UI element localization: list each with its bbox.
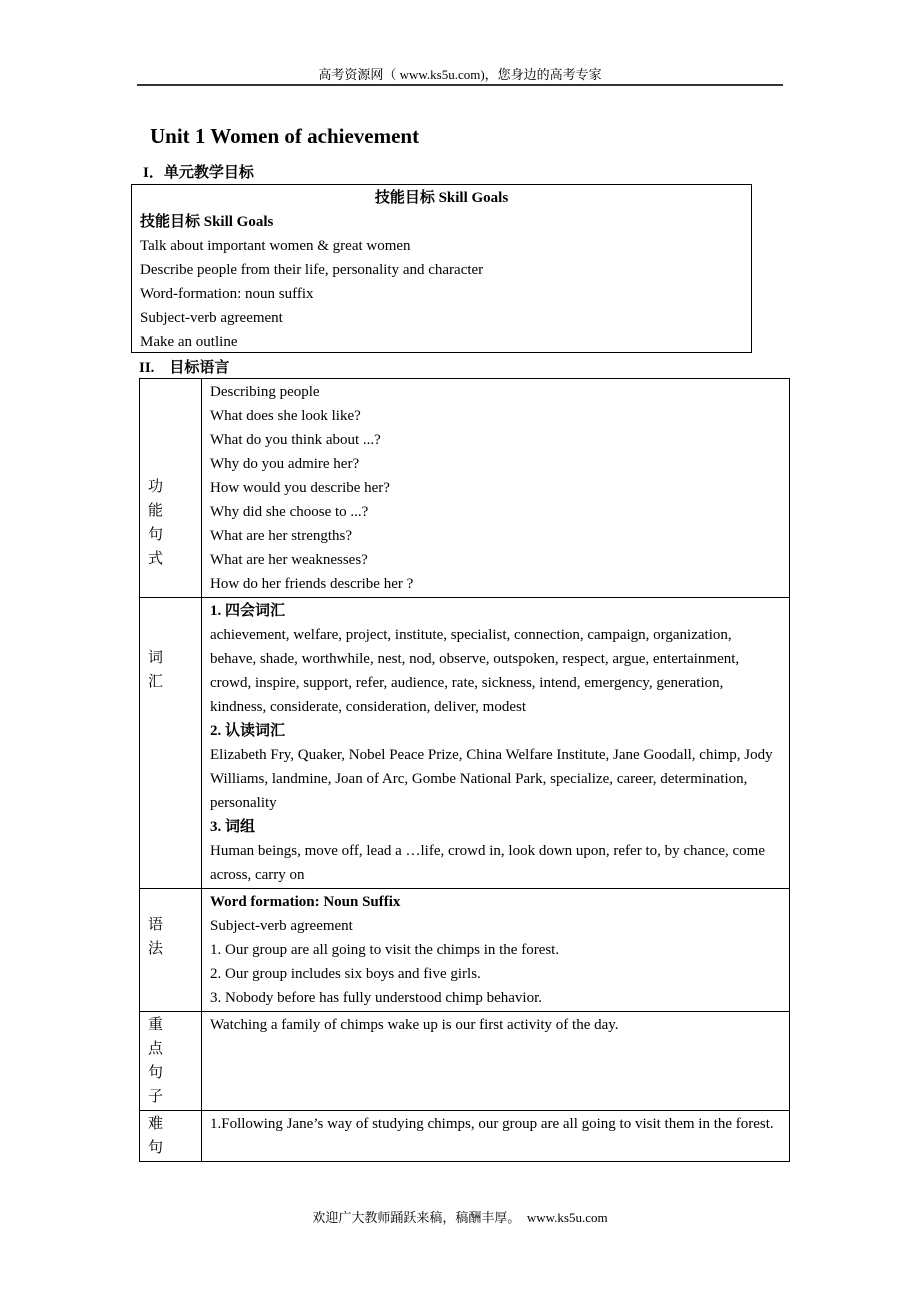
label-char: 句	[148, 1140, 164, 1156]
vocab-list: Human beings, move off, lead a …life, crowd in, look down upon, refer to, by chance, come across, carry on	[210, 843, 765, 883]
label-char: 点	[148, 1041, 164, 1057]
row-label	[140, 379, 202, 598]
label-char: 法	[148, 941, 164, 957]
table-row	[140, 379, 790, 598]
label-char: 难	[148, 1116, 164, 1132]
line: 3. Nobody before has fully understood chimp behavior.	[210, 990, 543, 1006]
line: 1. Our group are all going to visit the chimps in the forest.	[210, 942, 560, 958]
page-header: 高考资源网（ www.ks5u.com)，您身边的高考专家	[318, 67, 602, 82]
line: What are her weaknesses?	[210, 552, 368, 568]
grammar-cell	[202, 889, 790, 1012]
line: 2. Our group includes six boys and five girls.	[210, 966, 481, 982]
line: How do her friends describe her ?	[210, 576, 414, 592]
line: Subject-verb agreement	[210, 918, 353, 934]
vocabulary-cell	[202, 598, 790, 889]
line: Why did she choose to ...?	[210, 504, 369, 520]
vocab-heading: 1. 四会词汇	[210, 603, 286, 619]
vocab-heading: 3. 词组	[210, 819, 256, 835]
skill-goals-table	[131, 184, 752, 353]
goal-item: Talk about important women & great women	[140, 238, 411, 254]
target-language-table	[139, 378, 790, 1162]
vocab-list: achievement, welfare, project, institute, specialist, connection, campaign, organization, behave, shade, worthwhile, nest, nod, observe, outspoken, respect, argue, entertainment, crowd, inspire, support, refer, audience, rate, sickness, intend, emergency, generation, kindness, considerate, consideration, deliver, modest	[210, 627, 740, 715]
goal-item: Word-formation: noun suffix	[140, 286, 314, 302]
unit-title: Unit 1 Women of achievement	[150, 124, 420, 148]
section1-heading: I．单元教学目标	[143, 165, 254, 181]
row-label	[140, 1111, 202, 1162]
label-char: 能	[148, 503, 164, 519]
skill-goals-subheading: 技能目标 Skill Goals	[140, 214, 274, 230]
label-char: 语	[148, 917, 164, 933]
line: What does she look like?	[210, 408, 361, 424]
section2-heading: II. 目标语言	[139, 360, 230, 376]
line: Describing people	[210, 384, 320, 400]
vocab-list: Elizabeth Fry, Quaker, Nobel Peace Prize, China Welfare Institute, Jane Goodall, chimp, Jody Williams, landmine, Joan of Arc, Gombe National Park, specialize, career, determination, personality	[210, 747, 773, 811]
functions-cell	[202, 379, 790, 598]
line: How would you describe her?	[210, 480, 390, 496]
line: Why do you admire her?	[210, 456, 360, 472]
table-row	[140, 889, 790, 1012]
difficult-sentence-cell: 1.Following Jane’s way of studying chimps, our group are all going to visit them in the forest.	[202, 1111, 790, 1162]
row-label	[140, 598, 202, 889]
goal-item: Describe people from their life, personality and character	[140, 262, 484, 278]
grammar-heading: Word formation: Noun Suffix	[210, 894, 401, 910]
label-char: 汇	[148, 674, 164, 690]
line: What are her strengths?	[210, 528, 353, 544]
vocab-heading: 2. 认读词汇	[210, 723, 286, 739]
label-char: 句	[148, 527, 164, 543]
row-label	[140, 1012, 202, 1111]
label-char: 重	[148, 1017, 164, 1033]
row-label	[140, 889, 202, 1012]
label-char: 词	[148, 650, 164, 666]
goal-item: Make an outline	[140, 334, 238, 350]
goal-item: Subject-verb agreement	[140, 310, 283, 326]
label-char: 子	[148, 1089, 164, 1105]
header-divider	[137, 84, 783, 86]
skill-goals-header: 技能目标 Skill Goals	[374, 190, 509, 206]
table-row	[140, 1012, 790, 1111]
line: What do you think about ...?	[210, 432, 381, 448]
table-row	[140, 1111, 790, 1162]
label-char: 句	[148, 1065, 164, 1081]
key-sentence-cell: Watching a family of chimps wake up is our first activity of the day.	[202, 1012, 790, 1111]
label-char: 式	[148, 551, 164, 567]
label-char: 功	[148, 479, 164, 495]
page-footer: 欢迎广大教师踊跃来稿，稿酬丰厚。 www.ks5u.com	[312, 1210, 608, 1225]
table-row	[140, 598, 790, 889]
